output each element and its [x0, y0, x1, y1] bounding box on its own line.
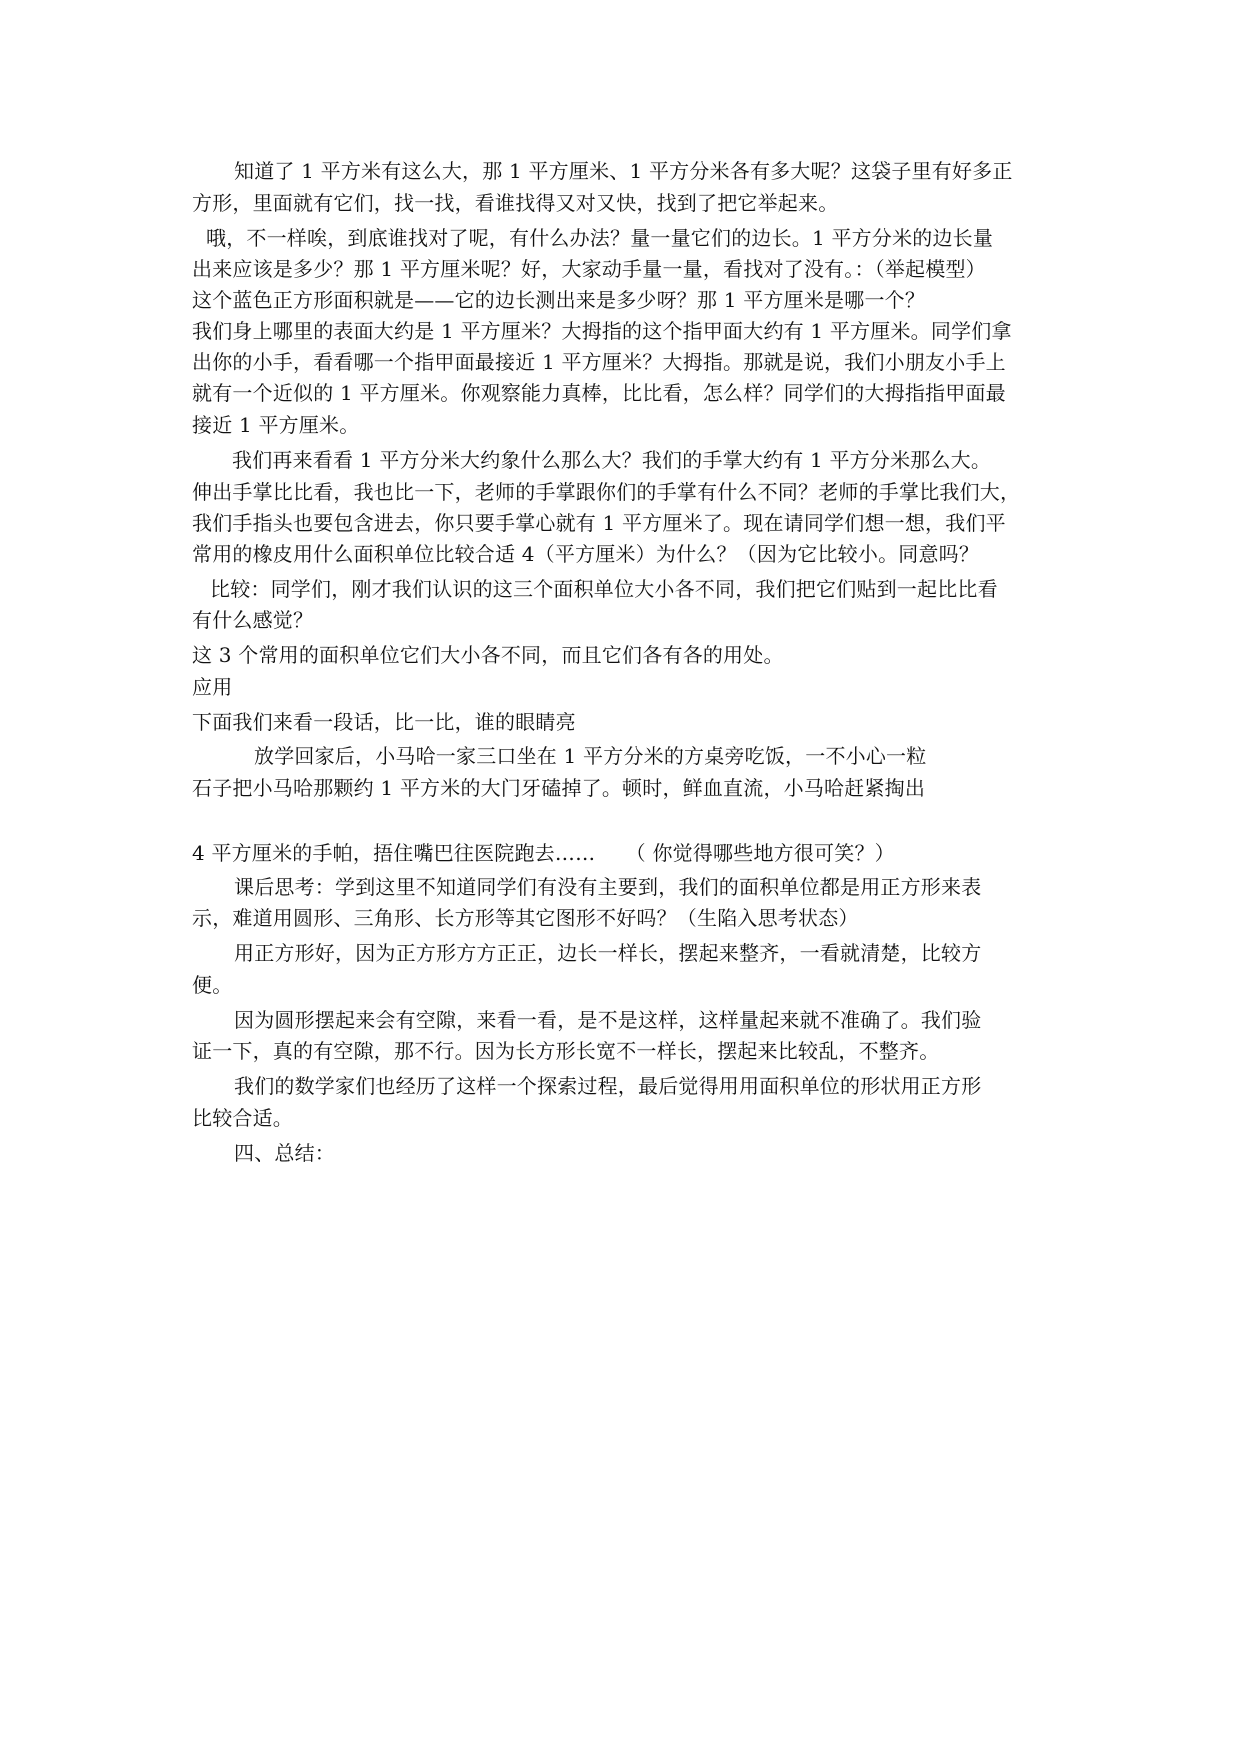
text-line: 就有一个近似的 1 平方厘米。你观察能力真棒，比比看，怎么样？同学们的大拇指指甲面最 [192, 381, 1006, 405]
text-line: 石子把小马哈那颗约 1 平方米的大门牙磕掉了。顿时，鲜血直流，小马哈赶紧掏出 [192, 776, 926, 800]
text-line: 伸出手掌比比看，我也比一下，老师的手掌跟你们的手掌有什么不同？老师的手掌比我们大， [192, 480, 1021, 504]
text-line: 知道了 1 平方米有这么大，那 1 平方厘米、1 平方分米各有多大呢？这袋子里有好多正 [234, 159, 1013, 183]
text-line: 这 3 个常用的面积单位它们大小各不同，而且它们各有各的用处。 [192, 643, 784, 667]
text-line: 出你的小手，看看哪一个指甲面最接近 1 平方厘米？大拇指。那就是说，我们小朋友小手上 [192, 350, 1006, 374]
text-line: 方形，里面就有它们，找一找，看谁找得又对又快，找到了把它举起来。 [192, 191, 839, 215]
text-line: 用正方形好，因为正方形方方正正，边长一样长，摆起来整齐，一看就清楚，比较方 [234, 941, 982, 965]
text-line: 这个蓝色正方形面积就是——它的边长测出来是多少呀？那 1 平方厘米是哪一个？ [192, 288, 926, 312]
text-line: 课后思考：学到这里不知道同学们有没有主要到，我们的面积单位都是用正方形来表 [234, 875, 982, 899]
text-line: 4 平方厘米的手帕，捂住嘴巴往医院跑去…… （ 你觉得哪些地方很可笑？） [192, 841, 895, 865]
text-line: 证一下，真的有空隙，那不行。因为长方形长宽不一样长，摆起来比较乱，不整齐。 [192, 1039, 940, 1063]
text-line: 接近 1 平方厘米。 [192, 413, 360, 437]
text-line: 示，难道用圆形、三角形、长方形等其它图形不好吗？（生陷入思考状态） [192, 906, 859, 930]
text-line: 我们手指头也要包含进去，你只要手掌心就有 1 平方厘米了。现在请同学们想一想，我们平 [192, 511, 1006, 535]
text-line: 常用的橡皮用什么面积单位比较合适 4（平方厘米）为什么？（因为它比较小。同意吗？ [192, 542, 980, 566]
text-line: 我们身上哪里的表面大约是 1 平方厘米？大拇指的这个指甲面大约有 1 平方厘米。同学们拿 [192, 319, 1012, 343]
text-line: 因为圆形摆起来会有空隙，来看一看，是不是这样，这样量起来就不准确了。我们验 [234, 1008, 982, 1032]
text-line: 有什么感觉？ [192, 608, 314, 632]
text-line: 哦，不一样唉，到底谁找对了呢，有什么办法？量一量它们的边长。1 平方分米的边长量 [206, 226, 994, 250]
text-line: 我们再来看看 1 平方分米大约象什么那么大？我们的手掌大约有 1 平方分米那么大。 [232, 448, 992, 472]
text-line: 我们的数学家们也经历了这样一个探索过程，最后觉得用用面积单位的形状用正方形 [234, 1074, 982, 1098]
text-line: 比较合适。 [192, 1106, 293, 1130]
text-line: 便。 [192, 973, 233, 997]
text-line: 出来应该是多少？那 1 平方厘米呢？好，大家动手量一量，看找对了没有。：（举起模型） [192, 257, 986, 281]
text-line: 放学回家后，小马哈一家三口坐在 1 平方分米的方桌旁吃饭，一不小心一粒 [254, 744, 927, 768]
section-heading: 四、总结： [234, 1141, 335, 1165]
text-line: 应用 [192, 675, 233, 699]
text-line: 下面我们来看一段话，比一比，谁的眼睛亮 [192, 710, 576, 734]
text-line: 比较：同学们，刚才我们认识的这三个面积单位大小各不同，我们把它们贴到一起比比看 [210, 577, 998, 601]
